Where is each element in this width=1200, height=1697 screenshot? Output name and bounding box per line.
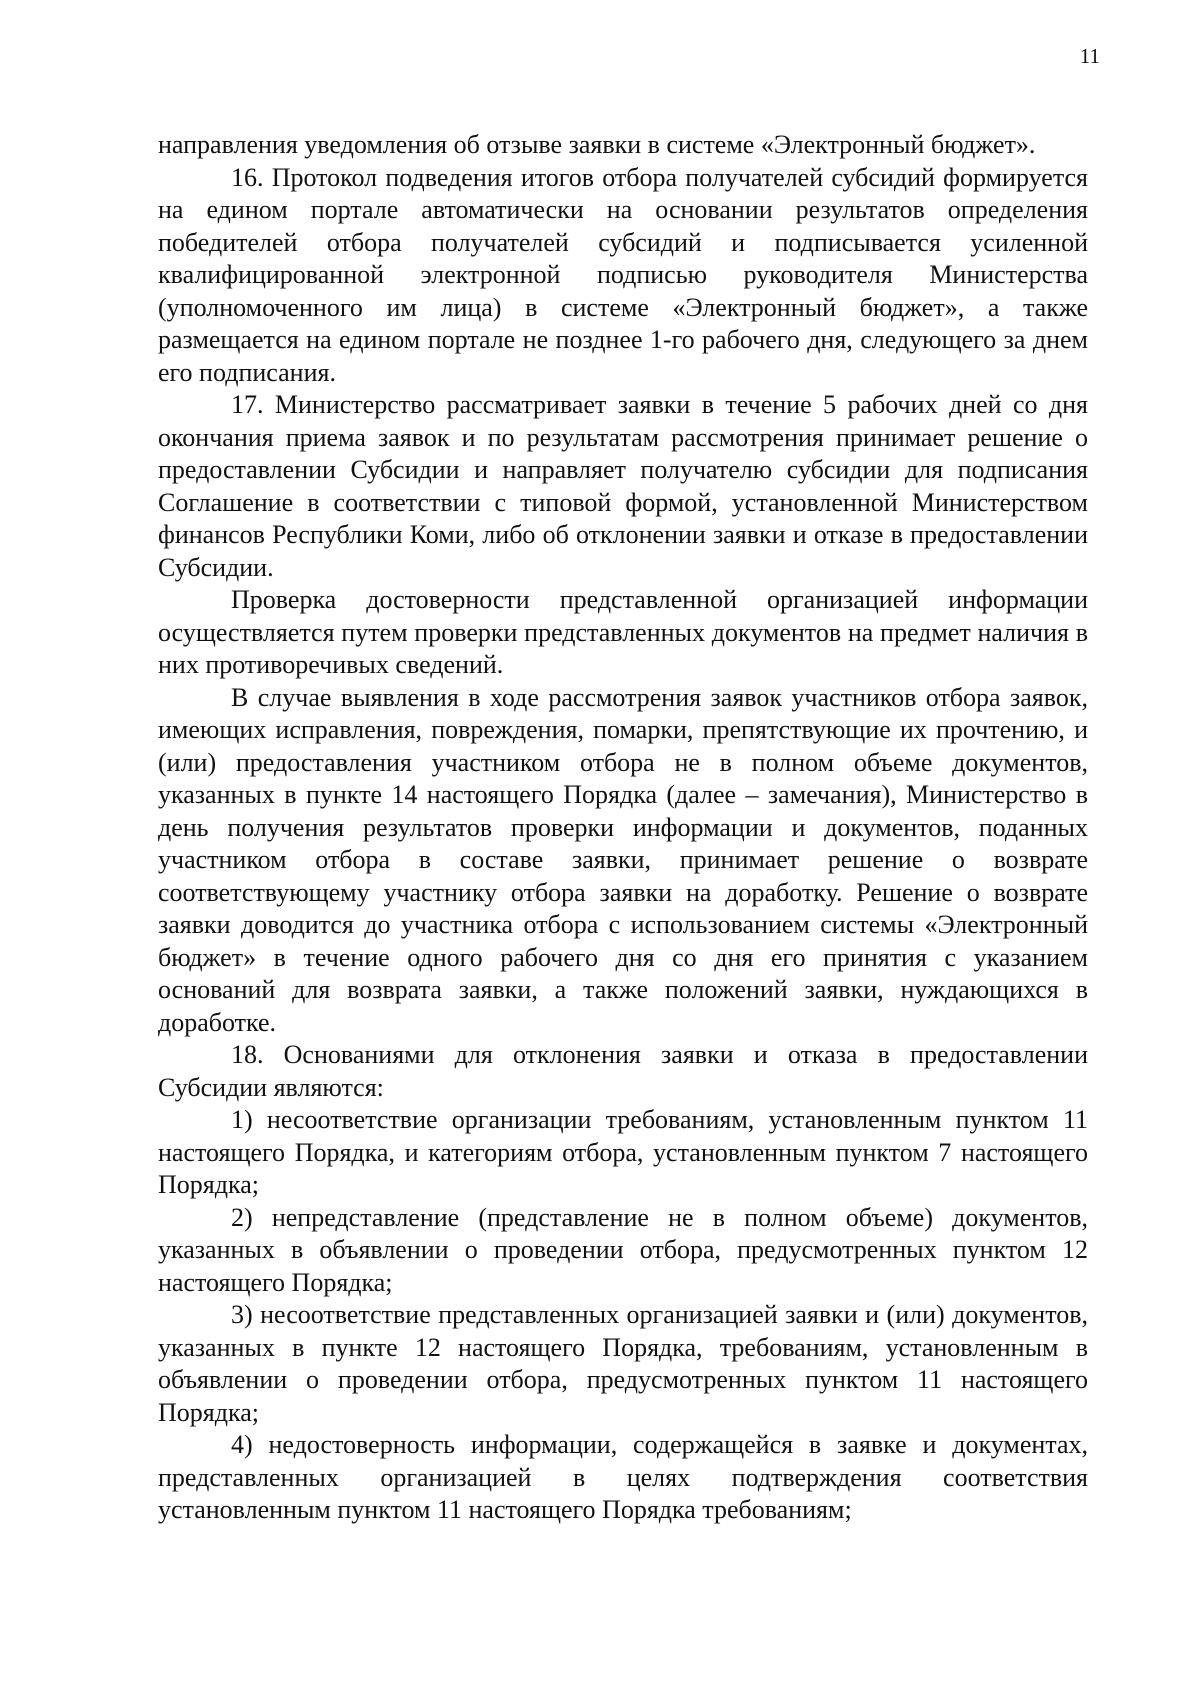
list-item-2: 2) непредставление (представление не в полном объеме) документов, указанных в объявлении о проведении отбора, предусмотренных пунктом 12 настоящего Порядка; [158, 1202, 1088, 1297]
paragraph-item-18: 18. Основаниями для отклонения заявки и отказа в предоставлении Субсидии являются: [158, 1040, 1088, 1102]
paragraph-item-17: 17. Министерство рассматривает заявки в течение 5 рабочих дней со дня окончания приема заявок и по результатам рассмотрения принимает решение о предоставлении Субсидии и направляет получателю субсидии для подписания Соглашение в соответствии с типовой формой, установленной Министерством финансов Республики Коми, либо об отклонении заявки и отказе в предоставлении Субсидии. [158, 390, 1088, 582]
document-body [158, 129, 1088, 1527]
paragraph-remarks: В случае выявления в ходе рассмотрения заявок участников отбора заявок, имеющих исправления, повреждения, помарки, препятствующие их прочтению, и (или) предоставления участником отбора не в полном объеме документов, указанных в пункте 14 настоящего Порядка (далее – замечания), Министерство в день получения результатов проверки информации и документов, поданных участником отбора в составе заявки, принимает решение о возврате соответствующему участнику отбора заявки на доработку. Решение о возврате заявки доводится до участника отбора с использованием системы «Электронный бюджет» в течение одного рабочего дня со дня его принятия с указанием оснований для возврата заявки, а также положений заявки, нуждающихся в доработке. [158, 682, 1088, 1037]
paragraph-verification: Проверка достоверности представленной организацией информации осуществляется путем проверки представленных документов на предмет наличия в них противоречивых сведений. [158, 585, 1088, 679]
list-item-1: 1) несоответствие организации требованиям, установленным пунктом 11 настоящего Порядка, и категориям отбора, установленным пунктом 7 настоящего Порядка; [158, 1105, 1088, 1199]
list-item-4: 4) недостоверность информации, содержащейся в заявке и документах, представленных организацией в целях подтверждения соответствия установленным пунктом 11 настоящего Порядка требованиям; [158, 1430, 1088, 1524]
paragraph-continuation: направления уведомления об отзыве заявки в системе «Электронный бюджет». [158, 130, 1036, 159]
paragraph-item-16: 16. Протокол подведения итогов отбора получателей субсидий формируется на едином портале автоматически на основании результатов определения победителей отбора получателей субсидий и подписывается усиленной квалифицированной электронной подписью руководителя Министерства (уполномоченного им лица) в системе «Электронный бюджет», а также размещается на едином портале не позднее 1-го рабочего дня, следующего за днем его подписания. [158, 162, 1088, 387]
page-number: 11 [1079, 44, 1100, 68]
list-item-3: 3) несоответствие представленных организацией заявки и (или) документов, указанных в пункте 12 настоящего Порядка, требованиям, установленным в объявлении о проведении отбора, предусмотренных пунктом 11 настоящего Порядка; [158, 1300, 1088, 1427]
